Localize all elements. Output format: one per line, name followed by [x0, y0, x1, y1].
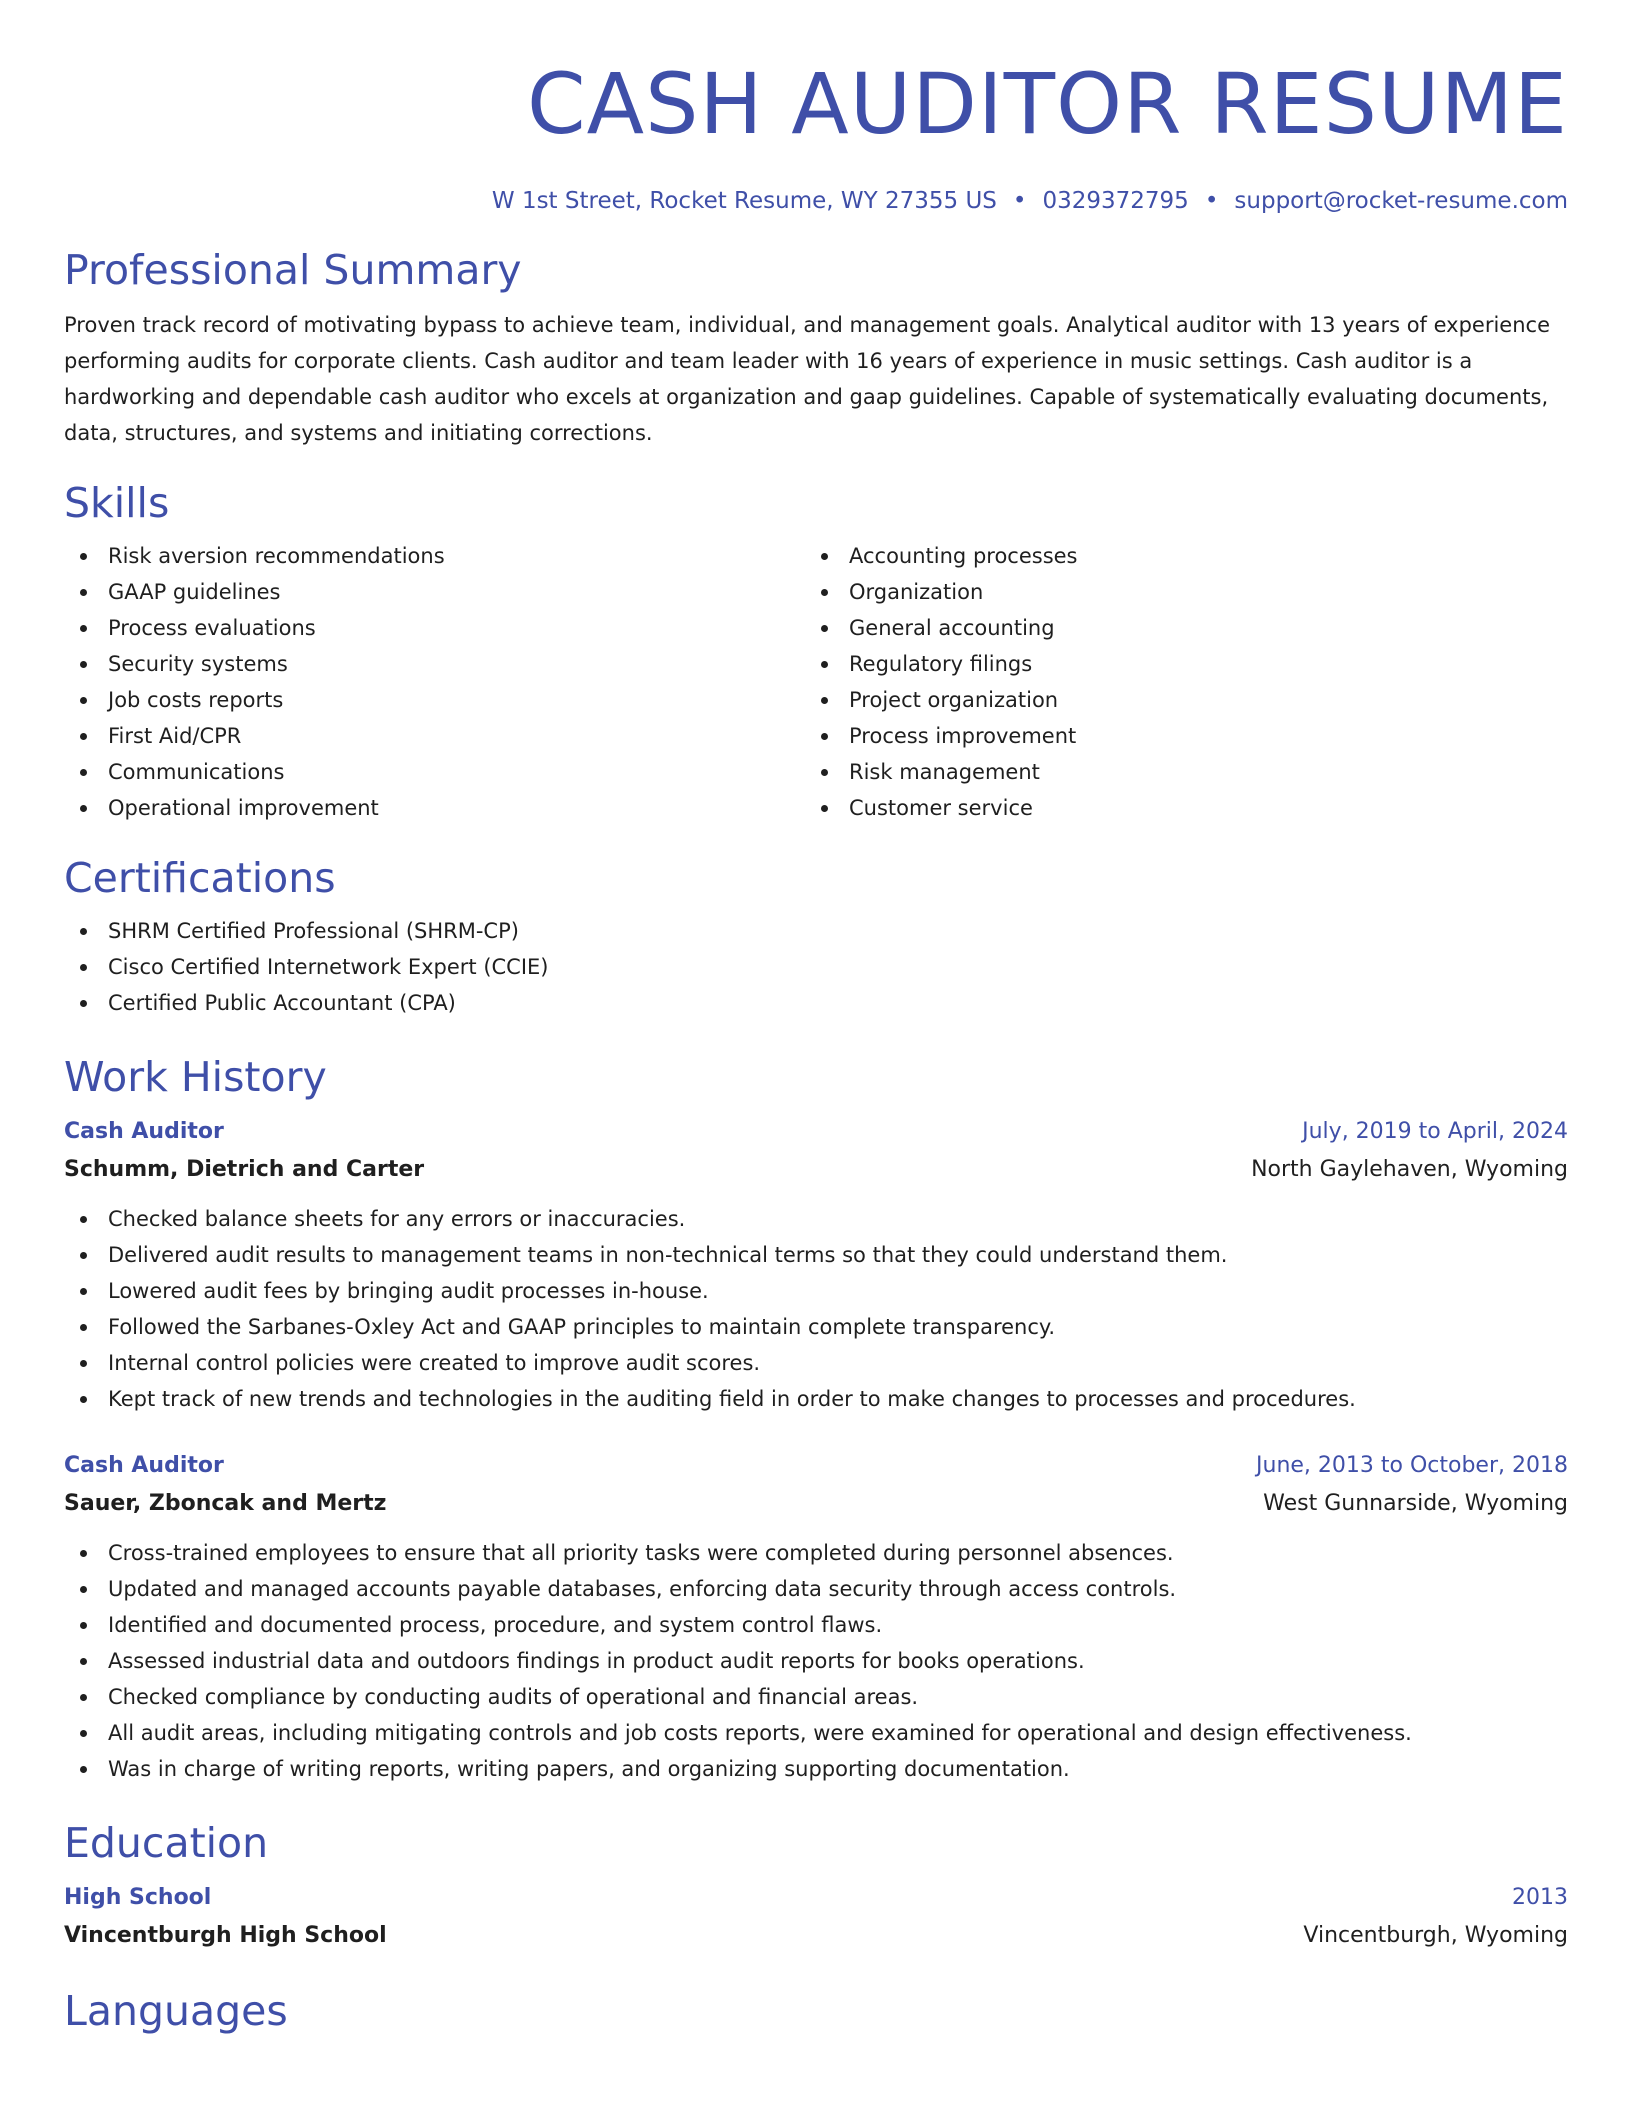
education-school-row — [64, 1917, 1568, 1955]
list-item: Lowered audit fees by bringing audit processes in-house. — [64, 1273, 1568, 1309]
job-entry — [64, 1447, 1568, 1787]
summary-heading: Professional Summary — [64, 246, 522, 294]
skills-list-left — [64, 538, 805, 826]
list-item: Security systems — [64, 646, 805, 682]
list-item: Internal control policies were created to improve audit scores. — [64, 1345, 1568, 1381]
list-item: All audit areas, including mitigating controls and job costs reports, were examined for operational and design effectiveness. — [64, 1715, 1568, 1751]
contact-separator: • — [1012, 188, 1027, 214]
list-item: General accounting — [805, 610, 1546, 646]
list-item: Job costs reports — [64, 682, 805, 718]
list-item: Organization — [805, 574, 1546, 610]
contact-line — [64, 186, 1568, 216]
list-item: Certified Public Accountant (CPA) — [64, 985, 1568, 1021]
job-title: Cash Auditor — [64, 1453, 224, 1478]
list-item: Risk aversion recommendations — [64, 538, 805, 574]
job-bullets — [64, 1535, 1568, 1787]
work-history-heading: Work History — [64, 1053, 327, 1101]
resume-title: CASH AUDITOR RESUME — [527, 55, 1568, 153]
list-item: Checked compliance by conducting audits of operational and financial areas. — [64, 1679, 1568, 1715]
contact-address: W 1st Street, Rocket Resume, WY 27355 US — [491, 188, 997, 214]
job-company-row — [64, 1485, 1568, 1523]
list-item: Delivered audit results to management teams in non-technical terms so that they could understand them. — [64, 1237, 1568, 1273]
education-location: Vincentburgh, Wyoming — [1303, 1923, 1568, 1948]
list-item: Cross-trained employees to ensure that all priority tasks were completed during personnel absences. — [64, 1535, 1568, 1571]
certifications-heading: Certifications — [64, 854, 336, 902]
list-item: Assessed industrial data and outdoors findings in product audit reports for books operations. — [64, 1643, 1568, 1679]
summary-section — [64, 244, 1568, 451]
skills-column-left — [64, 538, 805, 826]
skills-grid — [64, 538, 1568, 826]
certifications-section — [64, 852, 1568, 1021]
contact-phone: 0329372795 — [1042, 188, 1189, 214]
list-item: SHRM Certified Professional (SHRM-CP) — [64, 913, 1568, 949]
education-year: 2013 — [1512, 1885, 1568, 1910]
work-history-section — [64, 1051, 1568, 1787]
skills-heading: Skills — [64, 479, 170, 527]
job-location: North Gaylehaven, Wyoming — [1251, 1157, 1568, 1182]
job-title: Cash Auditor — [64, 1119, 224, 1144]
job-dates: July, 2019 to April, 2024 — [1302, 1119, 1568, 1144]
job-company: Sauer, Zboncak and Mertz — [64, 1491, 387, 1516]
education-heading: Education — [64, 1819, 269, 1867]
list-item: Followed the Sarbanes-Oxley Act and GAAP principles to maintain complete transparency. — [64, 1309, 1568, 1345]
list-item: Regulatory filings — [805, 646, 1546, 682]
languages-heading: Languages — [64, 1987, 288, 2035]
list-item: Updated and managed accounts payable databases, enforcing data security through access controls. — [64, 1571, 1568, 1607]
list-item: First Aid/CPR — [64, 718, 805, 754]
list-item: Communications — [64, 754, 805, 790]
education-header-row — [64, 1879, 1568, 1917]
contact-separator: • — [1204, 188, 1219, 214]
list-item: Process evaluations — [64, 610, 805, 646]
job-location: West Gunnarside, Wyoming — [1263, 1491, 1568, 1516]
list-item: Risk management — [805, 754, 1546, 790]
list-item: Customer service — [805, 790, 1546, 826]
skills-column-right — [805, 538, 1546, 826]
list-item: Accounting processes — [805, 538, 1546, 574]
education-degree: High School — [64, 1885, 212, 1910]
list-item: Project organization — [805, 682, 1546, 718]
job-company-row — [64, 1151, 1568, 1189]
skills-section — [64, 477, 1568, 826]
job-bullets — [64, 1201, 1568, 1417]
job-dates: June, 2013 to October, 2018 — [1256, 1453, 1568, 1478]
list-item: Process improvement — [805, 718, 1546, 754]
job-header-row — [64, 1113, 1568, 1151]
languages-section — [64, 1985, 1568, 2037]
list-item: Cisco Certified Internetwork Expert (CCIE) — [64, 949, 1568, 985]
list-item: Was in charge of writing reports, writing papers, and organizing supporting documentation. — [64, 1751, 1568, 1787]
contact-email[interactable]: support@rocket-resume.com — [1234, 188, 1568, 214]
certifications-list — [64, 913, 1568, 1021]
education-entry — [64, 1879, 1568, 1955]
job-header-row — [64, 1447, 1568, 1485]
skills-list-right — [805, 538, 1546, 826]
job-entry — [64, 1113, 1568, 1417]
list-item: GAAP guidelines — [64, 574, 805, 610]
job-company: Schumm, Dietrich and Carter — [64, 1157, 425, 1182]
education-section — [64, 1817, 1568, 1955]
list-item: Identified and documented process, procedure, and system control flaws. — [64, 1607, 1568, 1643]
list-item: Checked balance sheets for any errors or inaccuracies. — [64, 1201, 1568, 1237]
list-item: Kept track of new trends and technologies in the auditing field in order to make changes to processes and procedures. — [64, 1381, 1568, 1417]
list-item: Operational improvement — [64, 790, 805, 826]
summary-text: Proven track record of motivating bypass to achieve team, individual, and management goals. Analytical auditor with 13 years of experience performing audits for corporate clients. Cash auditor and team leader with 16 years of experience in music settings. Cash auditor is a hardworking and dependable cash auditor who excels at organization and gaap guidelines. Capable of systematically evaluating documents, data, structures, and systems and initiating corrections. — [64, 313, 1550, 445]
education-school: Vincentburgh High School — [64, 1923, 387, 1948]
